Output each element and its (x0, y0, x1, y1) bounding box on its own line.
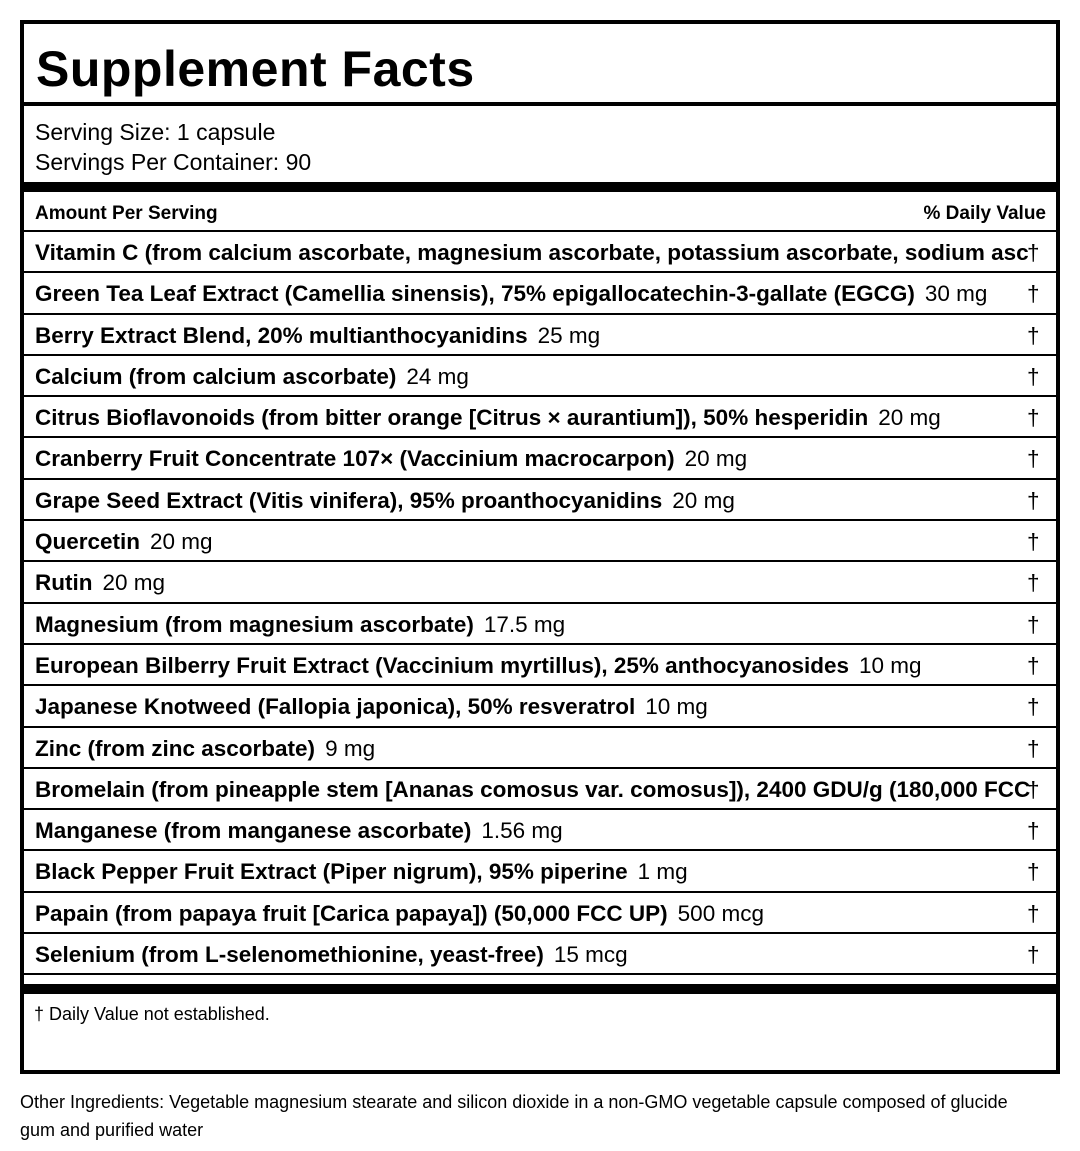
ingredient-row (24, 893, 1056, 934)
amount-header-row (24, 194, 1056, 232)
daily-value-marker: † (1027, 405, 1040, 431)
ingredient-row (24, 810, 1056, 851)
ingredient-amount: 15 mcg (553, 942, 628, 968)
ingredient-row (24, 645, 1056, 686)
ingredient-name: Grape Seed Extract (Vitis vinifera), 95% proanthocyanidins (35, 487, 663, 513)
ingredient-list (24, 232, 1056, 975)
ingredient-text (35, 323, 600, 349)
ingredient-name: Bromelain (from pineapple stem [Ananas comosus var. comosus]), 2400 GDU/g (180,000 FCC (35, 776, 1031, 802)
ingredient-text (35, 901, 764, 927)
ingredient-row (24, 480, 1056, 521)
supplement-facts-panel (20, 20, 1060, 1074)
ingredient-name: Quercetin (35, 529, 141, 555)
ingredient-name: Selenium (from L-selenomethionine, yeast-free) (35, 942, 544, 968)
ingredient-name: Citrus Bioflavonoids (from bitter orange [Citrus × aurantium]), 50% hesperidin (35, 405, 869, 431)
ingredient-name: Cranberry Fruit Concentrate 107× (Vaccinium macrocarpon) (35, 446, 675, 472)
ingredient-name: Calcium (from calcium ascorbate) (35, 363, 397, 389)
ingredient-name: Manganese (from manganese ascorbate) (35, 818, 472, 844)
serving-divider (24, 182, 1056, 192)
ingredient-name: Japanese Knotweed (Fallopia japonica), 50% resveratrol (35, 694, 636, 720)
ingredient-text (35, 281, 987, 307)
daily-value-label: % Daily Value (923, 203, 1046, 224)
daily-value-marker: † (1027, 652, 1040, 678)
other-ingredients: Other Ingredients: Vegetable magnesium stearate and silicon dioxide in a non-GMO vegetable capsule composed of glucide gum and purified water (20, 1092, 1008, 1140)
ingredient-name: Berry Extract Blend, 20% multianthocyanidins (35, 322, 528, 348)
ingredient-row (24, 315, 1056, 356)
ingredient-amount: 20 mg (684, 446, 748, 472)
ingredient-amount: 1 mg (637, 859, 688, 885)
daily-value-marker: † (1027, 240, 1040, 265)
ingredient-row (24, 934, 1056, 975)
daily-value-marker: † (1027, 529, 1040, 555)
ingredient-name: European Bilberry Fruit Extract (Vaccinium myrtillus), 25% anthocyanosides (35, 652, 849, 678)
ingredient-row (24, 397, 1056, 438)
ingredient-row (24, 521, 1056, 562)
ingredient-row (24, 728, 1056, 769)
daily-value-marker: † (1027, 570, 1040, 596)
ingredient-row (24, 604, 1056, 645)
servings-per-container: Servings Per Container: 90 (35, 149, 312, 175)
ingredient-text (35, 240, 1029, 266)
ingredient-amount: 1.56 mg (481, 818, 563, 844)
ingredient-amount: 20 mg (672, 487, 735, 513)
ingredient-row (24, 273, 1056, 314)
ingredient-name: Rutin (35, 570, 93, 596)
serving-info (35, 117, 311, 177)
ingredient-amount: 20 mg (150, 529, 213, 555)
ingredient-amount: 17.5 mg (483, 611, 566, 637)
ingredient-row (24, 232, 1056, 273)
ingredient-text (35, 859, 688, 885)
ingredient-amount: 25 mg (537, 322, 601, 348)
ingredient-amount: 10 mg (645, 694, 708, 720)
panel-title: Supplement Facts (36, 41, 475, 97)
ingredient-text (35, 612, 565, 638)
ingredient-name: Papain (from papaya fruit [Carica papaya]) (50,000 FCC UP) (35, 900, 668, 926)
daily-value-footnote: † Daily Value not established. (34, 1004, 270, 1024)
ingredient-row (24, 438, 1056, 479)
ingredient-name: Green Tea Leaf Extract (Camellia sinensis), 75% epigallocatechin-3-gallate (EGCG) (35, 281, 915, 307)
ingredient-amount: 9 mg (325, 735, 376, 761)
ingredient-text (35, 694, 708, 720)
ingredient-text (35, 818, 563, 844)
ingredient-name: Zinc (from zinc ascorbate) (35, 735, 316, 761)
serving-size: Serving Size: 1 capsule (35, 119, 276, 145)
daily-value-marker: † (1027, 611, 1040, 637)
daily-value-marker: † (1027, 776, 1040, 802)
ingredient-text (35, 405, 941, 431)
ingredient-row (24, 851, 1056, 892)
ingredient-name: Magnesium (from magnesium ascorbate) (35, 611, 474, 637)
ingredient-text (35, 736, 375, 762)
ingredient-amount: 10 mg (859, 652, 922, 678)
footnote-divider (24, 984, 1056, 994)
daily-value-marker: † (1027, 446, 1040, 472)
ingredient-amount: 500 mcg (677, 900, 764, 926)
ingredient-row (24, 769, 1056, 810)
ingredient-amount: 24 mg (406, 363, 469, 389)
daily-value-marker: † (1027, 735, 1040, 761)
ingredient-amount: 20 mg (878, 405, 941, 431)
title-divider (24, 102, 1056, 106)
daily-value-marker: † (1027, 322, 1040, 348)
ingredient-amount: 20 mg (102, 570, 166, 596)
daily-value-marker: † (1027, 818, 1040, 844)
amount-per-serving-label: Amount Per Serving (35, 203, 218, 224)
daily-value-marker: † (1027, 281, 1040, 307)
ingredient-text (35, 777, 1030, 803)
ingredient-text (35, 942, 628, 968)
daily-value-marker: † (1027, 694, 1040, 720)
ingredient-row (24, 356, 1056, 397)
daily-value-marker: † (1027, 363, 1040, 389)
ingredient-row (24, 686, 1056, 727)
ingredient-text (35, 529, 213, 555)
daily-value-marker: † (1027, 942, 1040, 968)
ingredient-name: Black Pepper Fruit Extract (Piper nigrum), 95% piperine (35, 859, 628, 885)
ingredient-name: Vitamin C (from calcium ascorbate, magnesium ascorbate, potassium ascorbate, sodium asc (35, 240, 1029, 265)
ingredient-text (35, 364, 469, 390)
ingredient-text (35, 570, 165, 596)
ingredient-text (35, 446, 747, 472)
daily-value-marker: † (1027, 900, 1040, 926)
daily-value-marker: † (1027, 859, 1040, 885)
ingredient-text (35, 488, 735, 514)
daily-value-marker: † (1027, 487, 1040, 513)
ingredient-amount: 30 mg (924, 281, 988, 307)
ingredient-row (24, 562, 1056, 603)
ingredient-text (35, 653, 922, 679)
